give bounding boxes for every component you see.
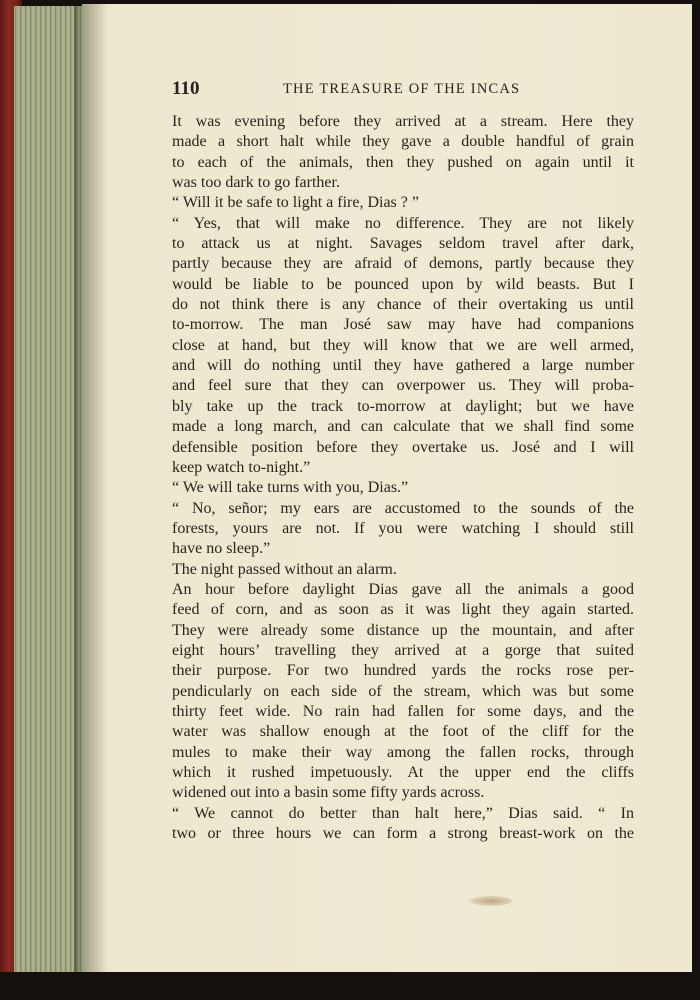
text-line: was too dark to go farther.	[172, 174, 340, 192]
body-text	[172, 112, 634, 844]
text-line: “ Will it be safe to light a fire, Dias ? ”	[172, 194, 419, 212]
text-line: pendicularly on each side of the stream, which was but some	[172, 682, 634, 700]
text-line: would be liable to be pounced upon by wild beasts. But I	[172, 275, 634, 293]
text-line: thirty feet wide. No rain had fallen for some days, and the	[172, 702, 634, 720]
text-line: have no sleep.”	[172, 540, 271, 558]
text-line: made a long march, and can calculate that we shall find some	[172, 418, 634, 436]
text-line: two or three hours we can form a strong breast-work on the	[172, 825, 634, 843]
text-line: defensible position before they overtake us. José and I will	[172, 438, 634, 456]
page-edges-stack	[14, 6, 84, 974]
text-line: mules to make their way among the fallen rocks, through	[172, 743, 634, 761]
scan-background	[0, 972, 700, 1000]
text-line: water was shallow enough at the foot of the cliff for the	[172, 723, 634, 741]
running-title: THE TREASURE OF THE INCAS	[283, 81, 521, 97]
text-line: eight hours’ travelling they arrived at a gorge that suited	[172, 641, 634, 659]
text-line: It was evening before they arrived at a stream. Here they	[172, 113, 634, 130]
text-line: do not think there is any chance of their overtaking us until	[172, 296, 634, 314]
text-line: partly because they are afraid of demons, partly because they	[172, 255, 634, 273]
text-line: “ Yes, that will make no difference. They are not likely	[172, 214, 634, 232]
text-line: to-morrow. The man José saw may have had companions	[172, 316, 634, 334]
text-line: An hour before daylight Dias gave all the animals a good	[172, 580, 634, 598]
text-line: forests, yours are not. If you were watching I should still	[172, 519, 634, 537]
text-line: which it rushed impetuously. At the upper end the cliffs	[172, 764, 634, 781]
text-line: and feel sure that they can overpower us. They will proba-	[172, 377, 634, 395]
text-line: made a short halt while they gave a double handful of grain	[172, 133, 634, 151]
text-line: keep watch to-night.”	[172, 458, 311, 476]
text-line: bly take up the track to-morrow at daylight; but we have	[172, 397, 634, 415]
page-number: 110	[172, 78, 200, 99]
book-page	[82, 4, 692, 972]
text-line: close at hand, but they will know that we are well armed,	[172, 336, 634, 354]
text-line: “ No, señor; my ears are accustomed to the sounds of the	[172, 499, 634, 517]
page-stain	[470, 896, 512, 906]
text-line: The night passed without an alarm.	[172, 560, 397, 578]
text-line: widened out into a basin some fifty yards across.	[172, 784, 485, 802]
text-line: “ We will take turns with you, Dias.”	[172, 479, 409, 497]
spine-shadow	[82, 4, 106, 972]
text-line: to attack us at night. Savages seldom travel after dark,	[172, 235, 634, 253]
text-line: and will do nothing until they have gathered a large number	[172, 357, 634, 375]
text-line: They were already some distance up the mountain, and after	[172, 621, 634, 639]
text-line: to each of the animals, then they pushed on again until it	[172, 153, 634, 171]
text-line: their purpose. For two hundred yards the rocks rose per-	[172, 662, 634, 680]
text-line: “ We cannot do better than halt here,” Dias said. “ In	[172, 804, 634, 822]
text-line: feed of corn, and as soon as it was light they again started.	[172, 601, 634, 619]
